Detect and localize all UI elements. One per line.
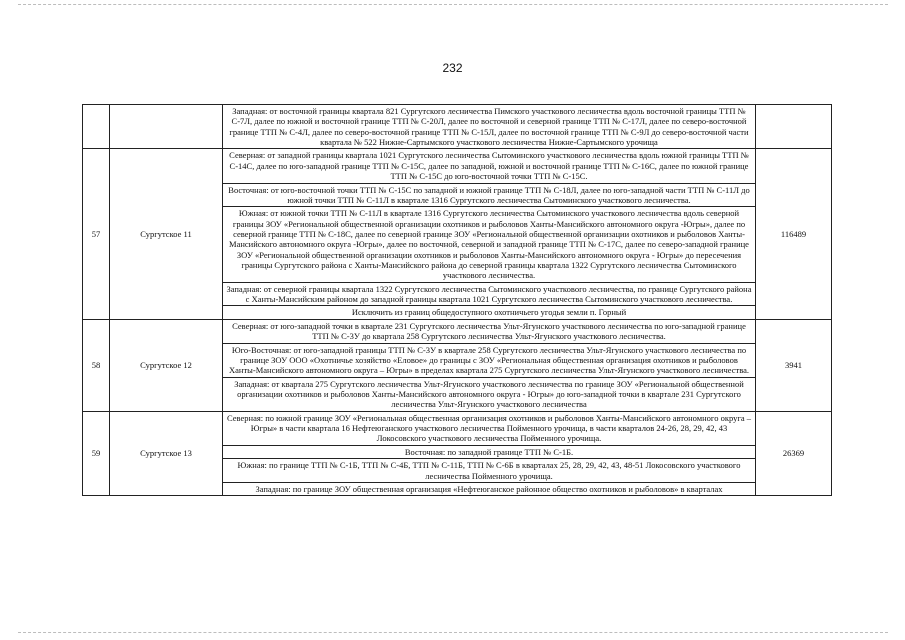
boundary-description-cell: Южная: от южной точки ТТП № С-11Л в квартале 1316 Сургутского лесничества Сытоминского участкового лесничества вдоль северной границы ЗОУ «Региональной общественной организации охотников и рыболовов Ханты-Мансийского автономного округа -Югры», далее по северной границе ТТП № С-18С, далее по северной границе ЗОУ «Региональной общественной организации охотников и рыболовов Ханты-Мансийского автономного округа -Югры», далее по восточной, северной и западной границе ТТП № С-17С, далее по северо-западной границе ЗОУ «Региональной общественной организации охотников и рыболовов Ханты-Мансийского автономного округа - Югры» до пересечения границы Сургутского района с Ханты-Мансийского района до северной границы квартала 1322 Сургутского лесничества Сытоминского участкового лесничества.: [223, 207, 756, 283]
area-cell: [756, 105, 832, 149]
table-row: [83, 411, 832, 445]
area-cell: 116489: [756, 149, 832, 319]
boundary-description-cell: Западная: от северной границы квартала 1322 Сургутского лесничества Сытоминского участкового лесничества, по границе Сургутского района с Ханты-Мансийским районом до западной границы квартала 1021 Сургутского лесничества Сытоминского участкового лесничества.: [223, 282, 756, 306]
ground-name-cell: Сургутское 13: [110, 411, 223, 496]
boundary-description-cell: Северная: от юго-западной точки в квартале 231 Сургутского лесничества Ульт-Ягунского участкового лесничества по юго-западной границе ТТП № С-3У до квартала 258 Сургутского лесничества Ульт-Ягунского участкового лесничества.: [223, 319, 756, 343]
boundary-description-cell: Восточная: от юго-восточной точки ТТП № С-15С по западной и южной границе ТТП № С-18Л, далее по юго-западной части ТТП № С-11Л до южной точки ТТП № С-11Л в квартале 1316 Сургутского лесничества Сытоминского участкового лесничества.: [223, 183, 756, 207]
table-row: [83, 149, 832, 183]
table-row: [83, 105, 832, 149]
row-number-cell: [83, 105, 110, 149]
boundary-description-cell: Восточная: по западной границе ТТП № С-1Б.: [223, 445, 756, 458]
row-number-cell: 57: [83, 149, 110, 319]
ground-name-cell: Сургутское 11: [110, 149, 223, 319]
table-row: [83, 319, 832, 343]
row-number-cell: 58: [83, 319, 110, 411]
boundary-description-cell: Юго-Восточная: от юго-западной границы ТТП № С-3У в квартале 258 Сургутского лесничества Ульт-Ягунского участкового лесничества по границе ЗОУ ООО «Охотничье хозяйство «Еловое» до границы с ЗОУ «Региональная общественная организация охотников и рыболовов Ханты-Мансийского автономного округа – Югры» в пределах квартала 275 Сургутского лесничества Ульт-Ягунского участкового лесничества.: [223, 343, 756, 377]
boundary-description-cell: Исключить из границ общедоступного охотничьего угодья земли п. Горный: [223, 306, 756, 319]
boundary-description-cell: Северная: от западной границы квартала 1021 Сургутского лесничества Сытоминского участкового лесничества вдоль южной границы ТТП № С-14С, далее по юго-западной границе ТТП № С-15С, далее по западной, южной и восточной границе ТТП № С-16С, далее по южной границе ТТП № С-15С до юго-восточной точки ТТП № С-15С.: [223, 149, 756, 183]
scan-top-edge: [18, 4, 888, 5]
boundary-description-cell: Западная: от восточной границы квартала 821 Сургутского лесничества Пимского участкового лесничества вдоль восточной границы ТТП № С-7Л, далее по южной и восточной границе ТТП № С-20Л, далее по восточной и северной границе ТТП № С-17Л, далее по северо-восточной границе ТТП № С-4Л, далее по северо-восточной границе ТТП № С-15Л, далее по восточной границе ТТП № С-9Л до северо-восточной части квартала № 522 Нижне-Сартымского участкового лесничества Нижне-Сартымского урочища: [223, 105, 756, 149]
boundary-description-cell: Западная: по границе ЗОУ общественная организация «Нефтеюганское районное общество охотников и рыболовов» в кварталах: [223, 482, 756, 495]
ground-name-cell: Сургутское 12: [110, 319, 223, 411]
boundary-description-cell: Южная: по границе ТТП № С-1Б, ТТП № С-4Б, ТТП № С-11Б, ТТП № С-6Б в кварталах 25, 28, 29, 42, 43, 48-51 Локосовского участкового лесничества Пойменного урочища.: [223, 459, 756, 483]
scan-bottom-edge: [18, 632, 888, 633]
area-cell: 26369: [756, 411, 832, 496]
page-number: 232: [442, 61, 463, 75]
boundary-description-cell: Западная: от квартала 275 Сургутского лесничества Ульт-Ягунского участкового лесничества по границе ЗОУ «Региональной общественной организации охотников и рыболовов Ханты-Мансийского автономного округа - Югры» до юго-западной точки в квартале 231 Сургутского лесничества Ульт-Ягунского участкового лесничества: [223, 377, 756, 411]
ground-name-cell: [110, 105, 223, 149]
table-body: [83, 105, 832, 496]
area-cell: 3941: [756, 319, 832, 411]
boundary-description-cell: Северная: по южной границе ЗОУ «Региональная общественная организация охотников и рыболовов Ханты-Мансийского автономного округа – Югры» в части квартала 16 Нефтеюганского участкового лесничества Пойменного урочища, в части кварталов 24-26, 28, 29, 42, 43 Локосовского участкового лесничества Пойменного урочища.: [223, 411, 756, 445]
row-number-cell: 59: [83, 411, 110, 496]
hunting-grounds-table: [82, 104, 832, 496]
